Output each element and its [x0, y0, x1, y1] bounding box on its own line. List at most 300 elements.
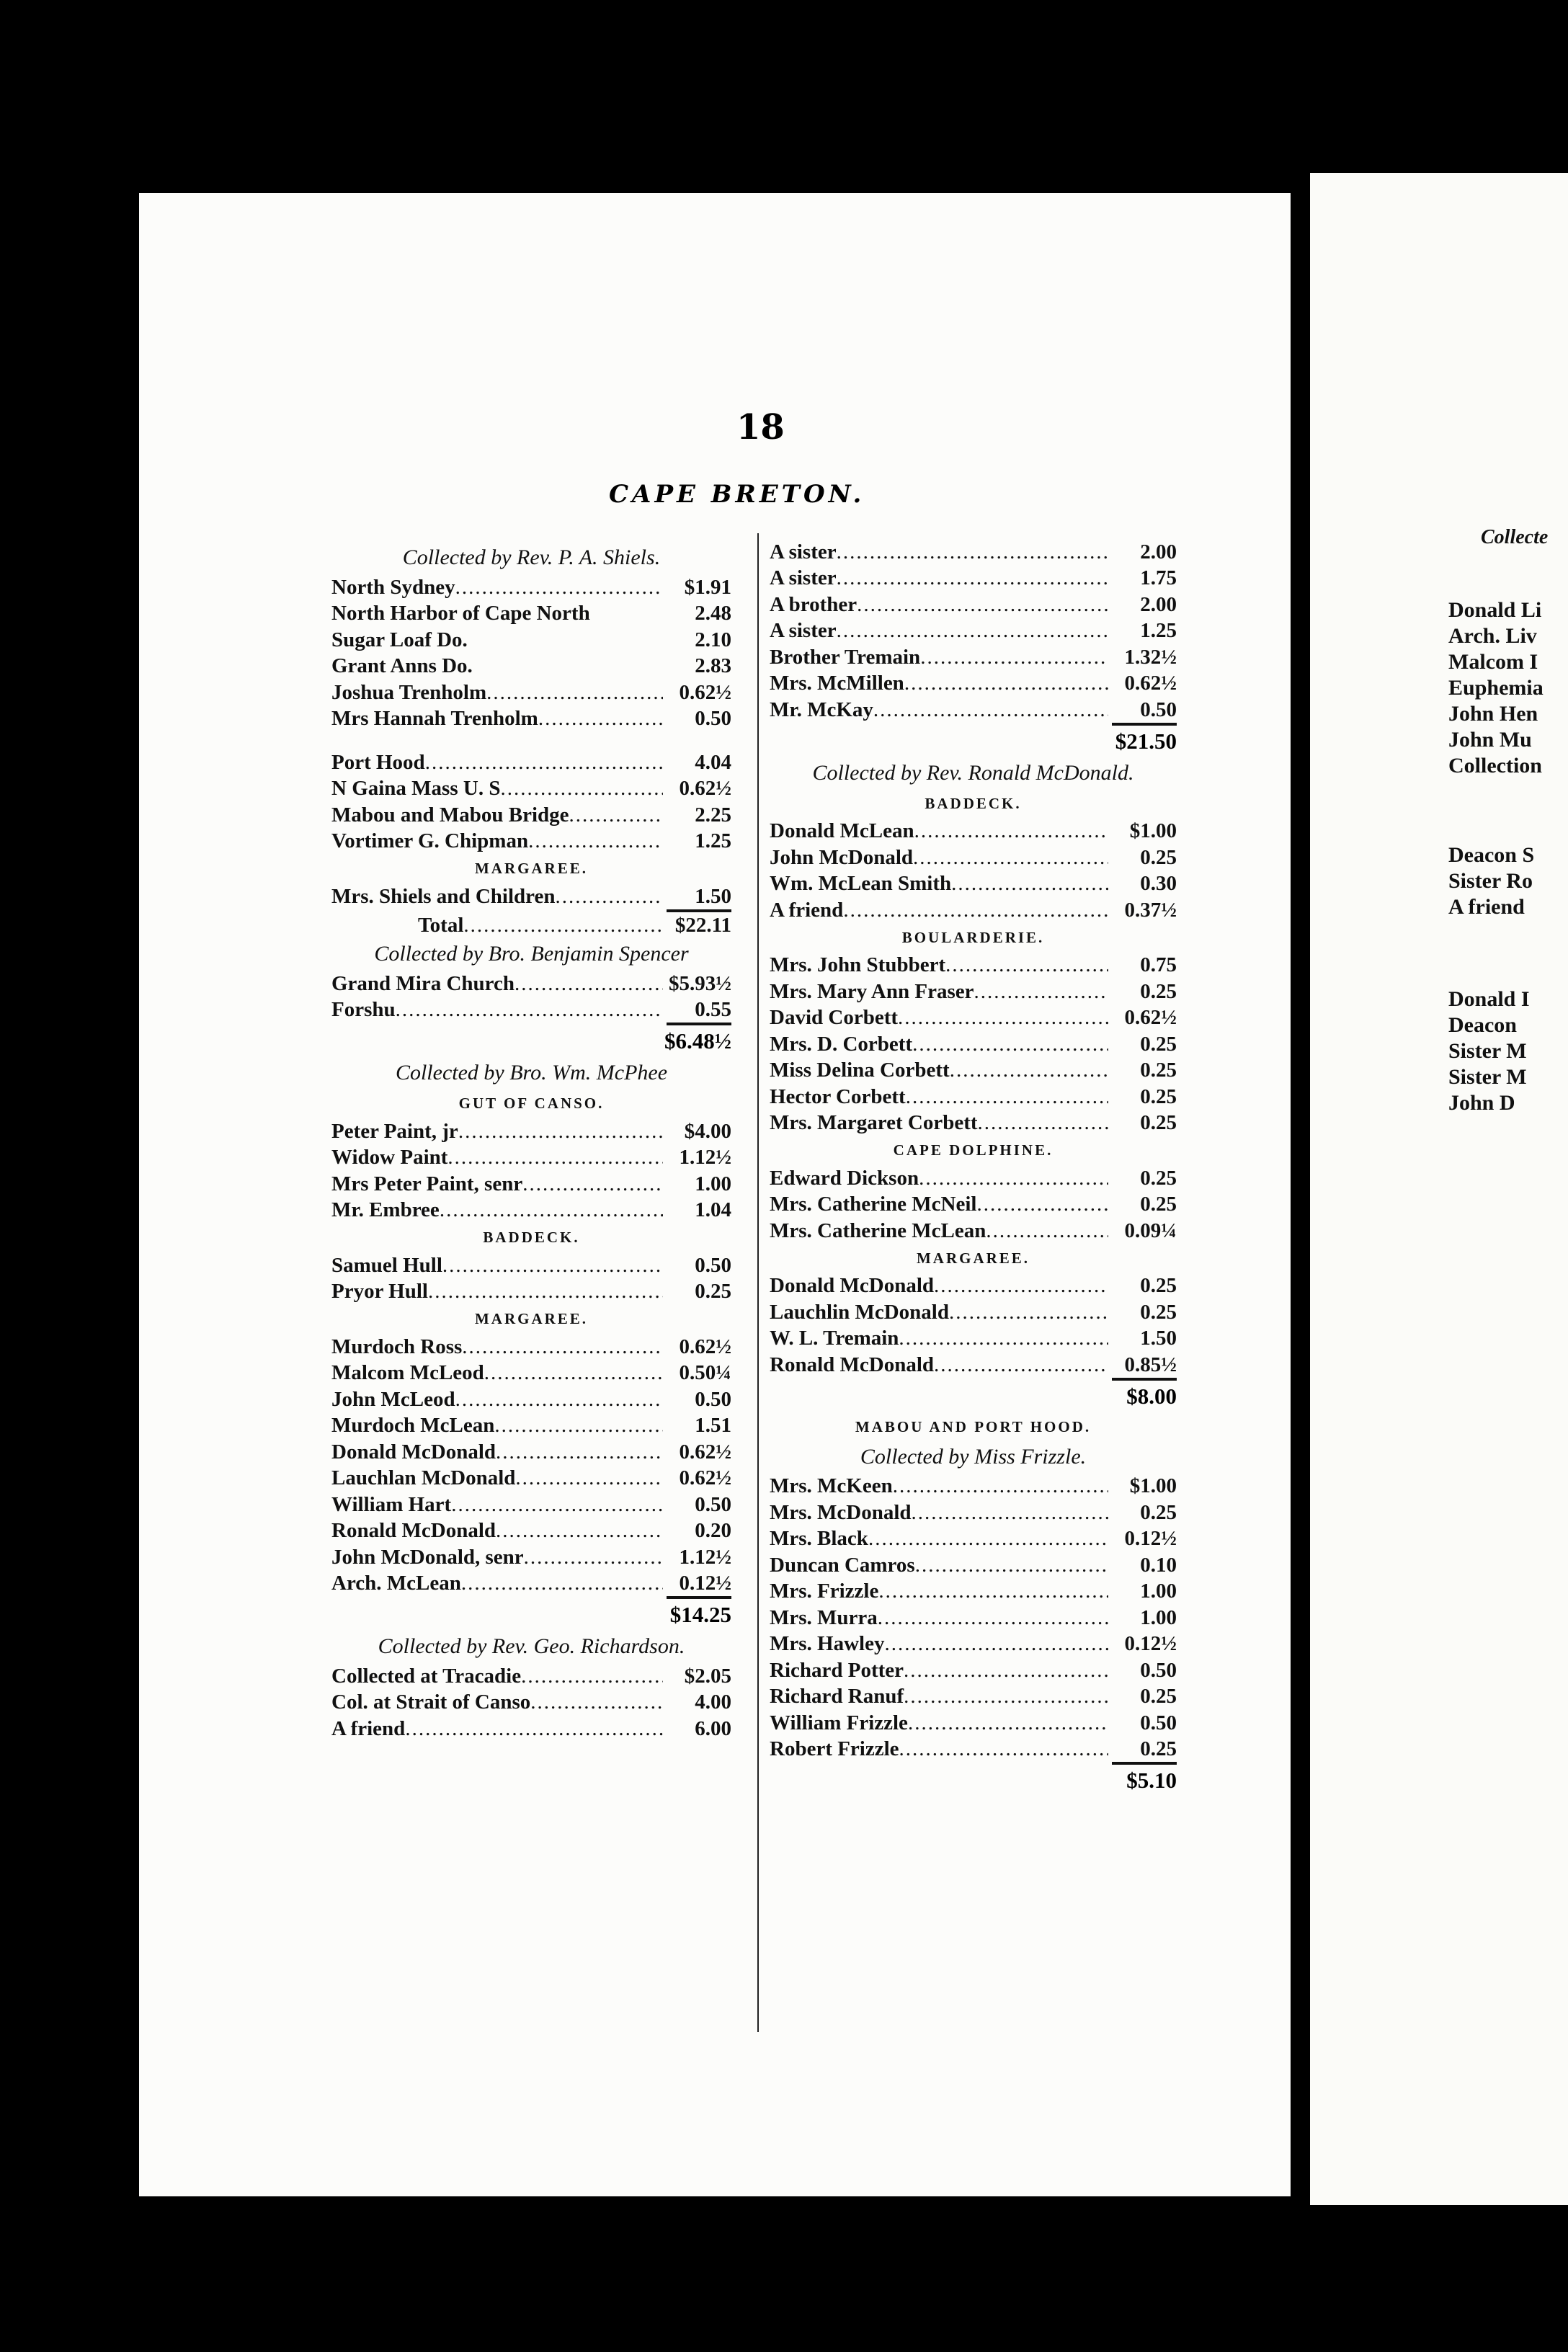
- amount: 0.50: [695, 1253, 731, 1277]
- amount: 0.25: [1140, 1685, 1177, 1708]
- amount: 0.25: [1140, 1500, 1177, 1524]
- leader-dots: [934, 1352, 1108, 1378]
- contributor-name: Joshua Trenholm: [331, 680, 487, 704]
- contributor-name: Mrs. Shiels and Children: [331, 884, 556, 908]
- amount: 0.25: [1140, 1193, 1177, 1216]
- leader-dots: [447, 1144, 663, 1170]
- amount: 2.25: [695, 803, 731, 827]
- amount: $2.05: [684, 1664, 731, 1688]
- amount: 2.00: [1140, 540, 1177, 564]
- amount: 0.62½: [1124, 672, 1177, 695]
- amount: 2.00: [1140, 592, 1177, 616]
- contributor-name: Duncan Camros: [770, 1553, 915, 1577]
- contributor-name: N Gaina Mass U. S: [331, 777, 501, 800]
- ledger-row: [770, 1083, 1177, 1110]
- ledger-row: [770, 1164, 1177, 1191]
- contributor-name: Pryor Hull: [331, 1280, 428, 1303]
- ledger-row: [331, 1170, 731, 1197]
- leader-dots: [912, 1500, 1108, 1525]
- next-page-fragment: Deacon: [1448, 1013, 1517, 1037]
- amount: 0.62½: [1124, 1006, 1177, 1029]
- contributor-name: Richard Potter: [770, 1658, 904, 1682]
- ledger-row: [331, 883, 731, 909]
- ledger-row: [770, 952, 1177, 979]
- leader-dots: [951, 870, 1108, 896]
- ledger-row: [770, 591, 1177, 618]
- amount: 0.09¼: [1124, 1219, 1177, 1242]
- contributor-name: Wm. McLean Smith: [770, 872, 952, 895]
- contributor-name: Miss Delina Corbett: [770, 1059, 950, 1082]
- ledger-row: [331, 705, 731, 732]
- ledger-row: [770, 1351, 1177, 1378]
- leader-dots: [904, 1657, 1108, 1683]
- leader-dots: [904, 1683, 1108, 1709]
- ledger-row: [331, 1144, 731, 1171]
- leader-dots: [873, 697, 1108, 723]
- ledger-row: [770, 1110, 1177, 1136]
- ledger-row: [331, 970, 731, 997]
- ledger-row: [331, 912, 731, 939]
- leader-dots: [950, 1057, 1108, 1083]
- leader-dots: [500, 775, 663, 801]
- ledger-row: [331, 1386, 731, 1412]
- leader-dots: [486, 680, 663, 705]
- leader-dots: [893, 1473, 1108, 1499]
- amount: 0.25: [1140, 1032, 1177, 1056]
- ledger-row: [770, 1551, 1177, 1578]
- amount: 0.50¼: [679, 1361, 731, 1384]
- amount: 1.75: [1140, 566, 1177, 589]
- contributor-name: Mrs. Catherine McLean: [770, 1219, 986, 1242]
- ledger-row: [770, 1736, 1177, 1763]
- leader-dots: [440, 1197, 663, 1223]
- leader-dots: [496, 1439, 663, 1465]
- amount: 0.12½: [1124, 1632, 1177, 1655]
- contributor-name: Hector Corbett: [770, 1084, 906, 1108]
- amount: 1.00: [695, 1172, 731, 1195]
- contributor-name: Ronald McDonald: [331, 1519, 496, 1542]
- leader-dots: [442, 1252, 663, 1278]
- contributor-name: Lauchlin McDonald: [770, 1300, 949, 1324]
- ledger-row: [331, 574, 731, 600]
- amount: 2.83: [695, 654, 731, 677]
- collector-heading: Collected by Bro. Benjamin Spencer: [374, 942, 689, 966]
- amount: 0.62½: [679, 1440, 731, 1464]
- ledger-row: [770, 538, 1177, 565]
- leader-dots: [837, 565, 1108, 591]
- contributor-name: Mr. McKay: [770, 698, 873, 721]
- collector-heading: Collected by Miss Frizzle.: [860, 1444, 1087, 1469]
- contributor-name: Mr. Embree: [331, 1198, 440, 1221]
- amount: 0.25: [1140, 1300, 1177, 1324]
- contributor-name: Arch. McLean: [331, 1572, 461, 1595]
- ledger-row: [331, 600, 731, 627]
- amount: 0.25: [1140, 1059, 1177, 1082]
- spacer: [331, 731, 731, 749]
- amount: 1.25: [695, 829, 731, 852]
- contributor-name: Mrs. McDonald: [770, 1500, 912, 1524]
- leader-dots: [515, 1465, 663, 1491]
- contributor-name: Forshu: [331, 998, 396, 1021]
- amount: 1.12½: [679, 1146, 731, 1169]
- next-page-fragment: John D: [1448, 1091, 1515, 1115]
- leader-dots: [538, 705, 663, 731]
- contributor-name: Mrs. D. Corbett: [770, 1032, 913, 1056]
- next-page-fragment: Deacon S: [1448, 843, 1535, 867]
- ledger-row: [331, 626, 731, 653]
- leader-dots: [899, 1325, 1108, 1351]
- ledger-row: [331, 1438, 731, 1465]
- ledger-row: [331, 749, 731, 775]
- amount: 0.50: [1140, 1711, 1177, 1734]
- next-page-fragment: John Mu: [1448, 728, 1532, 752]
- collector-heading: Collected by Rev. Ronald McDonald.: [812, 760, 1134, 785]
- contributor-name: Sugar Loaf Do.: [331, 628, 468, 651]
- contributor-name: Donald McDonald: [770, 1274, 935, 1297]
- ledger-row: [331, 653, 731, 680]
- ledger-row: [770, 1191, 1177, 1218]
- contributor-name: Collected at Tracadie: [331, 1664, 522, 1688]
- contributor-name: William Frizzle: [770, 1711, 908, 1734]
- contributor-name: A sister: [770, 619, 837, 642]
- ledger-row: [331, 1544, 731, 1570]
- amount: $4.00: [684, 1119, 731, 1143]
- amount: 0.50: [695, 1387, 731, 1411]
- amount: 0.25: [1140, 979, 1177, 1003]
- amount: 1.00: [1140, 1580, 1177, 1603]
- leader-dots: [455, 1386, 663, 1412]
- amount: 0.25: [1140, 1737, 1177, 1760]
- ledger-row: [331, 1197, 731, 1224]
- collector-heading: Collected by Rev. Geo. Richardson.: [378, 1634, 685, 1658]
- amount: 0.62½: [679, 777, 731, 800]
- next-page-fragment: Collection: [1448, 754, 1542, 778]
- contributor-name: Edward Dickson: [770, 1166, 919, 1190]
- ledger-row: [770, 618, 1177, 644]
- leader-dots: [530, 1689, 663, 1715]
- amount: 1.50: [1140, 1327, 1177, 1350]
- subtotal: $8.00: [1126, 1383, 1177, 1409]
- amount: 0.50: [1140, 1658, 1177, 1682]
- ledger-row: [331, 828, 731, 855]
- ledger-row: [770, 1604, 1177, 1631]
- next-page-fragment: Donald I: [1448, 987, 1530, 1011]
- contributor-name: A sister: [770, 566, 837, 589]
- contributor-name: A brother: [770, 592, 858, 616]
- next-page-fragment: Sister M: [1448, 1039, 1527, 1063]
- next-page-fragment: Donald Li: [1448, 598, 1542, 622]
- amount: 0.10: [1140, 1553, 1177, 1577]
- contributor-name: Peter Paint, jr: [331, 1119, 458, 1143]
- ledger-row: [331, 997, 731, 1023]
- contributor-name: Mrs. McMillen: [770, 672, 904, 695]
- contributor-name: Mrs Peter Paint, senr: [331, 1172, 523, 1195]
- leader-dots: [912, 1031, 1108, 1057]
- next-page-fragment: Collecte: [1481, 526, 1549, 548]
- leader-dots: [528, 828, 663, 854]
- amount: 0.12½: [1124, 1527, 1177, 1550]
- leader-dots: [899, 1736, 1108, 1762]
- leader-dots: [898, 1004, 1108, 1030]
- amount: 0.37½: [1124, 898, 1177, 922]
- leader-dots: [949, 1299, 1108, 1325]
- ledger-row: [770, 870, 1177, 897]
- ledger-row: [770, 1578, 1177, 1605]
- leader-dots: [428, 1278, 663, 1304]
- ledger-row: [770, 1217, 1177, 1244]
- next-page-fragment: Sister Ro: [1448, 869, 1533, 893]
- leader-dots: [914, 818, 1108, 844]
- contributor-name: Malcom McLeod: [331, 1361, 484, 1384]
- contributor-name: Mrs. Murra: [770, 1605, 878, 1629]
- leader-dots: [978, 1110, 1108, 1136]
- contributor-name: Mrs. Mary Ann Fraser: [770, 979, 974, 1003]
- ledger-row: [331, 801, 731, 828]
- ledger-row: [770, 670, 1177, 697]
- page-number: 18: [736, 407, 785, 447]
- contributor-name: John McDonald: [770, 845, 914, 869]
- ledger-row: [331, 1465, 731, 1492]
- leader-dots: [986, 1218, 1108, 1244]
- leader-dots: [843, 897, 1108, 923]
- place-heading: CAPE DOLPHINE.: [893, 1141, 1054, 1159]
- column-divider: [757, 533, 759, 2032]
- amount: 0.25: [695, 1280, 731, 1303]
- ledger-row: [770, 1473, 1177, 1500]
- contributor-name: Grand Mira Church: [331, 971, 515, 995]
- page-title: CAPE BRETON.: [609, 480, 865, 509]
- left-column: [331, 542, 731, 1742]
- contributor-name: Murdoch Ross: [331, 1335, 463, 1358]
- amount: $1.91: [684, 575, 731, 599]
- leader-dots: [974, 979, 1109, 1004]
- amount: 1.50: [695, 884, 731, 908]
- next-page-fragment: John Hen: [1448, 702, 1538, 726]
- leader-dots: [915, 1552, 1108, 1578]
- leader-dots: [458, 1118, 663, 1144]
- leader-dots: [868, 1525, 1108, 1551]
- ledger-row: [770, 1631, 1177, 1657]
- ledger-row: [770, 1709, 1177, 1736]
- ledger-row: [331, 1715, 731, 1742]
- leader-dots: [913, 845, 1108, 870]
- ledger-row: [331, 1412, 731, 1439]
- ledger-row: [331, 1252, 731, 1278]
- ledger-row: [331, 1118, 731, 1144]
- leader-dots: [463, 912, 663, 938]
- amount: 0.25: [1140, 845, 1177, 869]
- leader-dots: [461, 1570, 663, 1596]
- amount: $1.00: [1129, 819, 1177, 842]
- right-column: [770, 538, 1177, 1796]
- contributor-name: Ronald McDonald: [770, 1353, 935, 1376]
- contributor-name: Brother Tremain: [770, 645, 921, 669]
- ledger-row: [770, 1657, 1177, 1683]
- ledger-row: [331, 1662, 731, 1689]
- amount: 1.00: [1140, 1605, 1177, 1629]
- ledger-row: [770, 1683, 1177, 1710]
- amount: 1.32½: [1124, 645, 1177, 669]
- ledger-row: [770, 978, 1177, 1004]
- ledger-row: [770, 1499, 1177, 1525]
- contributor-name: Lauchlan McDonald: [331, 1466, 516, 1489]
- amount: 0.85½: [1124, 1353, 1177, 1376]
- ledger-row: [331, 1491, 731, 1518]
- leader-dots: [945, 952, 1108, 978]
- contributor-name: Mrs. Catherine McNeil: [770, 1193, 977, 1216]
- subtotal: $6.48½: [664, 1028, 731, 1054]
- ledger-row: [331, 1360, 731, 1386]
- leader-dots: [837, 618, 1108, 643]
- leader-dots: [425, 749, 663, 775]
- contributor-name: Col. at Strait of Canso: [331, 1690, 531, 1714]
- amount: 0.20: [695, 1519, 731, 1542]
- amount: 0.75: [1140, 953, 1177, 976]
- amount: 0.25: [1140, 1111, 1177, 1134]
- subtotal: $14.25: [669, 1602, 731, 1627]
- amount: 6.00: [695, 1716, 731, 1740]
- amount: 2.10: [695, 628, 731, 651]
- contributor-name: Vortimer G. Chipman: [331, 829, 529, 852]
- leader-dots: [904, 670, 1108, 696]
- contributor-name: Samuel Hull: [331, 1253, 442, 1277]
- amount: 1.51: [695, 1414, 731, 1437]
- next-page-fragment: Euphemia: [1448, 676, 1544, 700]
- leader-dots: [906, 1084, 1108, 1110]
- amount: 0.30: [1140, 872, 1177, 895]
- contributor-name: Murdoch McLean: [331, 1414, 495, 1437]
- contributor-name: Grant Anns Do.: [331, 654, 473, 677]
- contributor-name: Mrs. Hawley: [770, 1632, 885, 1655]
- amount: 0.12½: [679, 1572, 731, 1595]
- amount: 0.62½: [679, 1335, 731, 1358]
- place-heading: BADDECK.: [483, 1229, 580, 1246]
- collector-heading: Collected by Rev. P. A. Shiels.: [402, 545, 661, 569]
- leader-dots: [396, 997, 663, 1023]
- contributor-name: Total: [418, 914, 464, 937]
- leader-dots: [521, 1663, 663, 1689]
- contributor-name: Donald McDonald: [331, 1440, 496, 1464]
- contributor-name: North Harbor of Cape North: [331, 602, 590, 625]
- leader-dots: [522, 1171, 663, 1197]
- leader-dots: [976, 1191, 1108, 1217]
- leader-dots: [878, 1578, 1108, 1604]
- contributor-name: Donald McLean: [770, 819, 914, 842]
- ledger-row: [770, 844, 1177, 870]
- leader-dots: [524, 1544, 663, 1570]
- amount: 0.55: [695, 998, 731, 1021]
- contributor-name: A friend: [770, 898, 844, 922]
- contributor-name: Mrs. Margaret Corbett: [770, 1111, 978, 1134]
- ledger-row: [331, 679, 731, 705]
- leader-dots: [884, 1631, 1108, 1657]
- ledger-row: [770, 1057, 1177, 1084]
- ledger-row: [770, 1298, 1177, 1325]
- ledger-row: [770, 1273, 1177, 1299]
- amount: 1.25: [1140, 619, 1177, 642]
- ledger-row: [770, 643, 1177, 670]
- leader-dots: [908, 1710, 1108, 1736]
- place-heading: MABOU AND PORT HOOD.: [855, 1417, 1092, 1435]
- place-heading: MARGAREE.: [474, 860, 589, 877]
- leader-dots: [494, 1412, 663, 1438]
- amount: 0.50: [1140, 698, 1177, 721]
- collector-heading: Collected by Bro. Wm. McPhee: [395, 1061, 668, 1084]
- leader-dots: [496, 1518, 663, 1544]
- leader-dots: [405, 1716, 663, 1742]
- amount: 0.50: [695, 1492, 731, 1516]
- contributor-name: William Hart: [331, 1492, 452, 1516]
- ledger-row: [331, 1570, 731, 1597]
- ledger-row: [331, 1518, 731, 1544]
- ledger-row: [331, 775, 731, 802]
- contributor-name: David Corbett: [770, 1006, 899, 1029]
- leader-dots: [837, 539, 1108, 565]
- ledger-row: [770, 818, 1177, 845]
- contributor-name: John McDonald, senr: [331, 1545, 524, 1569]
- subtotal: $5.10: [1126, 1768, 1177, 1793]
- ledger-row: [331, 1689, 731, 1716]
- amount: $5.93½: [669, 971, 731, 995]
- next-page-fragment: Arch. Liv: [1448, 624, 1537, 648]
- amount: 0.62½: [679, 1466, 731, 1489]
- leader-dots: [455, 574, 663, 600]
- contributor-name: Robert Frizzle: [770, 1737, 899, 1760]
- contributor-name: A friend: [331, 1716, 406, 1740]
- amount: 0.62½: [679, 680, 731, 704]
- contributor-name: North Sydney: [331, 575, 455, 599]
- amount: 0.25: [1140, 1166, 1177, 1190]
- leader-dots: [878, 1605, 1108, 1631]
- contributor-name: Port Hood: [331, 750, 425, 774]
- amount: 4.04: [695, 750, 731, 774]
- leader-dots: [569, 802, 663, 828]
- ledger-row: [770, 696, 1177, 723]
- contributor-name: Mrs. Frizzle: [770, 1580, 879, 1603]
- contributor-name: Mrs Hannah Trenholm: [331, 707, 538, 730]
- amount: 4.00: [695, 1690, 731, 1714]
- amount: 1.04: [695, 1198, 731, 1221]
- next-page-fragment: Malcom I: [1448, 650, 1538, 674]
- contributor-name: Mrs. John Stubbert: [770, 953, 946, 976]
- leader-dots: [934, 1273, 1108, 1298]
- ledger-row: [331, 1333, 731, 1360]
- ledger-row: [770, 1004, 1177, 1031]
- ledger-row: [331, 1278, 731, 1305]
- leader-dots: [514, 971, 663, 997]
- leader-dots: [857, 592, 1108, 618]
- contributor-name: Mabou and Mabou Bridge: [331, 803, 569, 827]
- ledger-row: [770, 1325, 1177, 1352]
- ledger-row: [770, 1030, 1177, 1057]
- place-heading: MARGAREE.: [474, 1310, 589, 1327]
- contributor-name: Widow Paint: [331, 1146, 448, 1169]
- place-heading: BOULARDERIE.: [901, 928, 1045, 946]
- contributor-name: Mrs. Black: [770, 1527, 868, 1550]
- leader-dots: [451, 1492, 663, 1518]
- contributor-name: Richard Ranuf: [770, 1685, 904, 1708]
- place-heading: GUT OF CANSO.: [458, 1095, 605, 1112]
- contributor-name: Mrs. McKeen: [770, 1474, 893, 1497]
- amount: $1.00: [1129, 1474, 1177, 1497]
- amount: 2.48: [695, 602, 731, 625]
- amount: 0.50: [695, 707, 731, 730]
- leader-dots: [555, 883, 663, 909]
- ledger-row: [770, 1525, 1177, 1552]
- ledger-row: [770, 896, 1177, 923]
- contributor-name: A sister: [770, 540, 837, 564]
- leader-dots: [484, 1360, 663, 1386]
